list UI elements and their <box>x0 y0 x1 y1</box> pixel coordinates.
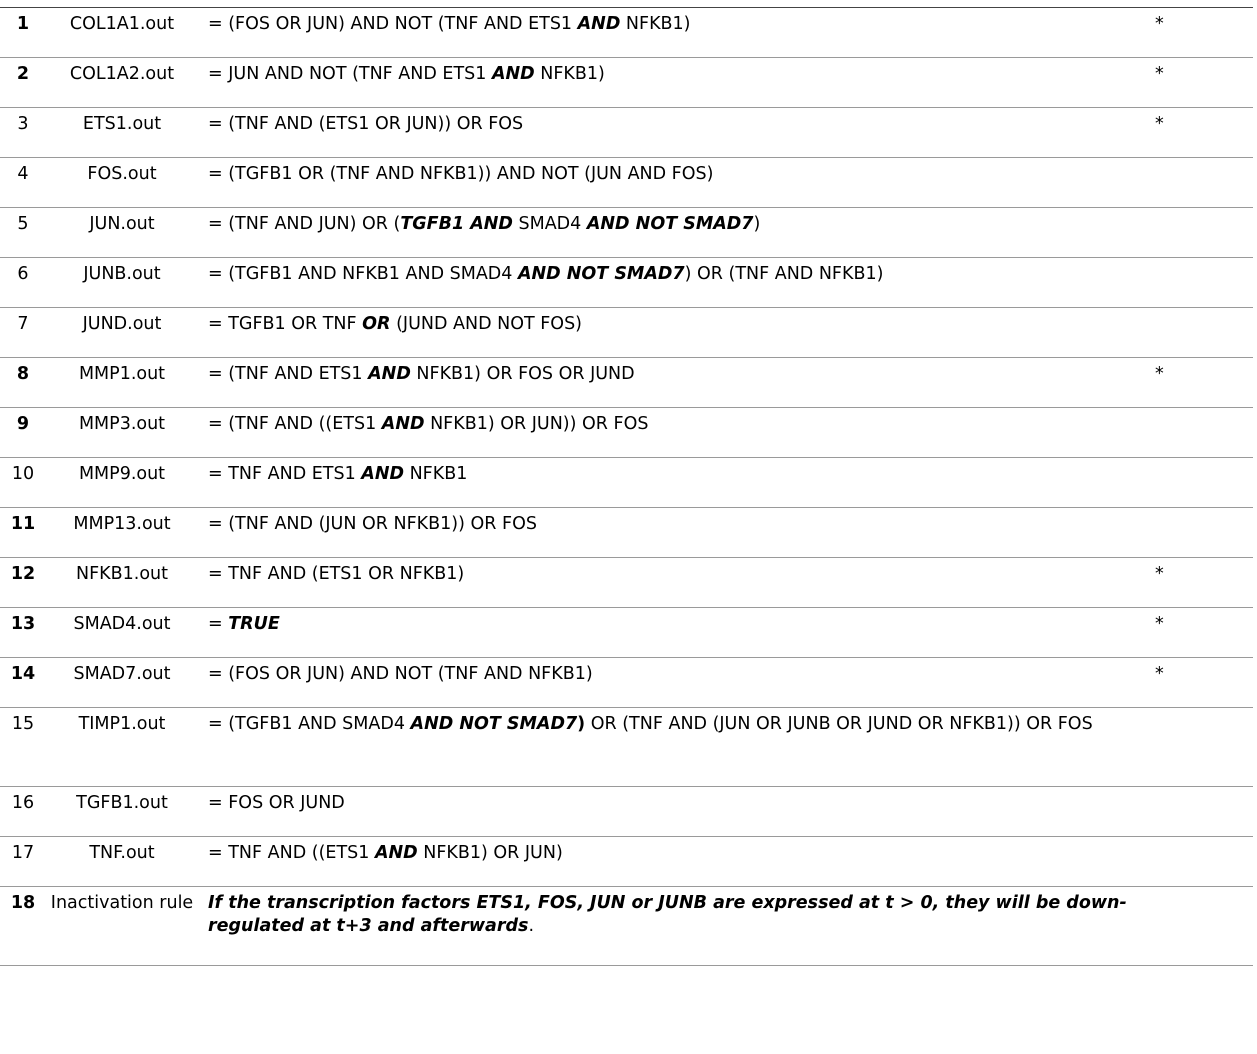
boolean-rule <box>198 208 1138 258</box>
row-number: 13 <box>10 614 36 634</box>
rule-segment: ) <box>577 714 586 734</box>
table-row <box>0 208 1253 258</box>
node-name: NFKB1.out <box>76 564 168 584</box>
star-marker <box>1138 887 1253 966</box>
rule-segment: = (FOS OR JUN) AND NOT (TNF AND NFKB1) <box>208 664 593 684</box>
rule-segment: NFKB1) OR JUN) <box>417 843 563 863</box>
table-row <box>0 558 1253 608</box>
boolean-rule <box>198 408 1138 458</box>
row-number: 3 <box>17 114 29 134</box>
rule-segment: = TNF AND (ETS1 OR NFKB1) <box>208 564 465 584</box>
rule-segment: = TGFB1 OR TNF <box>208 314 363 334</box>
rule-segment: = <box>208 614 229 634</box>
rule-segment: = (TNF AND ((ETS1 <box>208 414 382 434</box>
rule-segment: AND NOT SMAD7 <box>410 714 578 734</box>
rule-segment: = (TGFB1 AND NFKB1 AND SMAD4 <box>208 264 518 284</box>
star-marker: * <box>1155 614 1164 634</box>
rule-segment: ) OR (TNF AND NFKB1) <box>684 264 884 284</box>
star-marker: * <box>1155 14 1164 34</box>
star-marker <box>1138 408 1253 458</box>
row-number: 17 <box>11 843 35 863</box>
rule-segment: ) <box>753 214 761 234</box>
row-number: 8 <box>16 364 30 384</box>
rule-segment: OR (TNF AND (JUN OR JUNB OR JUND OR NFKB1)) OR FOS <box>585 714 1093 734</box>
boolean-rule <box>198 608 1138 658</box>
row-number: 14 <box>10 664 36 684</box>
table-row <box>0 8 1253 58</box>
star-marker <box>1138 258 1253 308</box>
rule-segment: = (TNF AND (ETS1 OR JUN)) OR FOS <box>208 114 524 134</box>
rules-table <box>0 7 1253 966</box>
boolean-rule <box>198 308 1138 358</box>
node-name: MMP9.out <box>78 464 166 484</box>
node-name: MMP1.out <box>78 364 166 384</box>
node-name: Inactivation rule <box>50 893 194 913</box>
node-name: FOS.out <box>87 164 157 184</box>
row-number: 6 <box>17 264 29 284</box>
rule-segment: = (TGFB1 AND SMAD4 <box>208 714 411 734</box>
rule-segment: AND NOT SMAD7 <box>586 214 754 234</box>
rule-segment: = TNF AND ETS1 <box>208 464 362 484</box>
row-number: 7 <box>17 314 29 334</box>
rule-segment: NFKB1) OR JUN)) OR FOS <box>424 414 649 434</box>
table-row <box>0 787 1253 837</box>
rule-segment: AND <box>491 64 535 84</box>
boolean-rule <box>198 8 1138 58</box>
node-name: JUND.out <box>82 314 162 334</box>
rule-segment: NFKB1 <box>404 464 468 484</box>
rule-segment: (JUND AND NOT FOS) <box>390 314 582 334</box>
rule-segment: = (TNF AND JUN) OR ( <box>208 214 401 234</box>
table-row <box>0 608 1253 658</box>
row-number: 16 <box>11 793 35 813</box>
rule-segment: NFKB1) OR FOS OR JUND <box>410 364 635 384</box>
star-marker <box>1138 787 1253 837</box>
table-row <box>0 258 1253 308</box>
node-name: MMP3.out <box>78 414 166 434</box>
rule-segment: TGFB1 AND <box>400 214 513 234</box>
rule-segment: If the transcription factors ETS1, FOS, JUN or JUNB are expressed at t > 0, they will be down-regulated at t+3 and afterwards <box>208 893 1127 936</box>
row-number: 1 <box>16 14 30 34</box>
table-row <box>0 837 1253 887</box>
rule-segment: OR <box>362 314 391 334</box>
boolean-rule <box>198 558 1138 608</box>
row-number: 18 <box>10 893 36 913</box>
table-row <box>0 887 1253 966</box>
node-name: TNF.out <box>89 843 155 863</box>
rules-table-body <box>0 8 1253 966</box>
rule-segment: = (TNF AND ETS1 <box>208 364 369 384</box>
node-name: SMAD4.out <box>73 614 171 634</box>
star-marker: * <box>1155 564 1164 584</box>
boolean-rule <box>198 258 1138 308</box>
rule-segment: = JUN AND NOT (TNF AND ETS1 <box>208 64 492 84</box>
boolean-rule <box>198 837 1138 887</box>
row-number: 9 <box>16 414 30 434</box>
star-marker <box>1138 708 1253 787</box>
table-row <box>0 408 1253 458</box>
row-number: 15 <box>11 714 35 734</box>
table-row <box>0 308 1253 358</box>
star-marker <box>1138 458 1253 508</box>
star-marker <box>1138 308 1253 358</box>
table-row <box>0 108 1253 158</box>
rule-segment: . <box>528 916 535 936</box>
node-name: COL1A2.out <box>69 64 175 84</box>
rule-segment: NFKB1) <box>620 14 691 34</box>
star-marker: * <box>1155 114 1164 134</box>
star-marker: * <box>1155 364 1164 384</box>
row-number: 11 <box>10 514 36 534</box>
table-row <box>0 658 1253 708</box>
table-row <box>0 58 1253 108</box>
row-number: 10 <box>11 464 35 484</box>
rule-segment: AND <box>374 843 418 863</box>
star-marker <box>1138 837 1253 887</box>
node-name: TIMP1.out <box>78 714 166 734</box>
boolean-rule <box>198 58 1138 108</box>
boolean-rule <box>198 458 1138 508</box>
rule-segment: = TNF AND ((ETS1 <box>208 843 375 863</box>
node-name: JUNB.out <box>83 264 161 284</box>
rule-segment: = FOS OR JUND <box>208 793 345 813</box>
table-row <box>0 158 1253 208</box>
rule-segment: = (TNF AND (JUN OR NFKB1)) OR FOS <box>208 514 537 534</box>
boolean-rule <box>198 158 1138 208</box>
table-row <box>0 358 1253 408</box>
star-marker <box>1138 208 1253 258</box>
row-number: 12 <box>10 564 36 584</box>
table-row <box>0 458 1253 508</box>
table-row <box>0 708 1253 787</box>
rule-segment: AND <box>577 14 621 34</box>
boolean-rule <box>198 358 1138 408</box>
row-number: 4 <box>17 164 29 184</box>
rule-segment: SMAD4 <box>512 214 587 234</box>
star-marker <box>1138 508 1253 558</box>
table-row <box>0 508 1253 558</box>
rule-segment: AND <box>368 364 411 384</box>
boolean-rule <box>198 108 1138 158</box>
row-number: 5 <box>17 214 29 234</box>
boolean-rule <box>198 508 1138 558</box>
node-name: COL1A1.out <box>69 14 175 34</box>
node-name: SMAD7.out <box>73 664 171 684</box>
rule-segment: = (TGFB1 OR (TNF AND NFKB1)) AND NOT (JUN AND FOS) <box>208 164 714 184</box>
boolean-rule <box>198 787 1138 837</box>
node-name: TGFB1.out <box>76 793 168 813</box>
star-marker: * <box>1155 664 1164 684</box>
rule-segment: AND <box>381 414 425 434</box>
node-name: ETS1.out <box>82 114 162 134</box>
star-marker <box>1138 158 1253 208</box>
node-name: MMP13.out <box>73 514 171 534</box>
node-name: JUN.out <box>89 214 155 234</box>
row-number: 2 <box>16 64 30 84</box>
star-marker: * <box>1155 64 1164 84</box>
rule-segment: AND <box>361 464 405 484</box>
rule-segment: TRUE <box>228 614 280 634</box>
rule-segment: NFKB1) <box>534 64 605 84</box>
boolean-rule <box>198 708 1138 787</box>
rule-segment: = (FOS OR JUN) AND NOT (TNF AND ETS1 <box>208 14 578 34</box>
rule-segment: AND NOT SMAD7 <box>517 264 685 284</box>
boolean-rule <box>198 887 1138 966</box>
boolean-rule <box>198 658 1138 708</box>
